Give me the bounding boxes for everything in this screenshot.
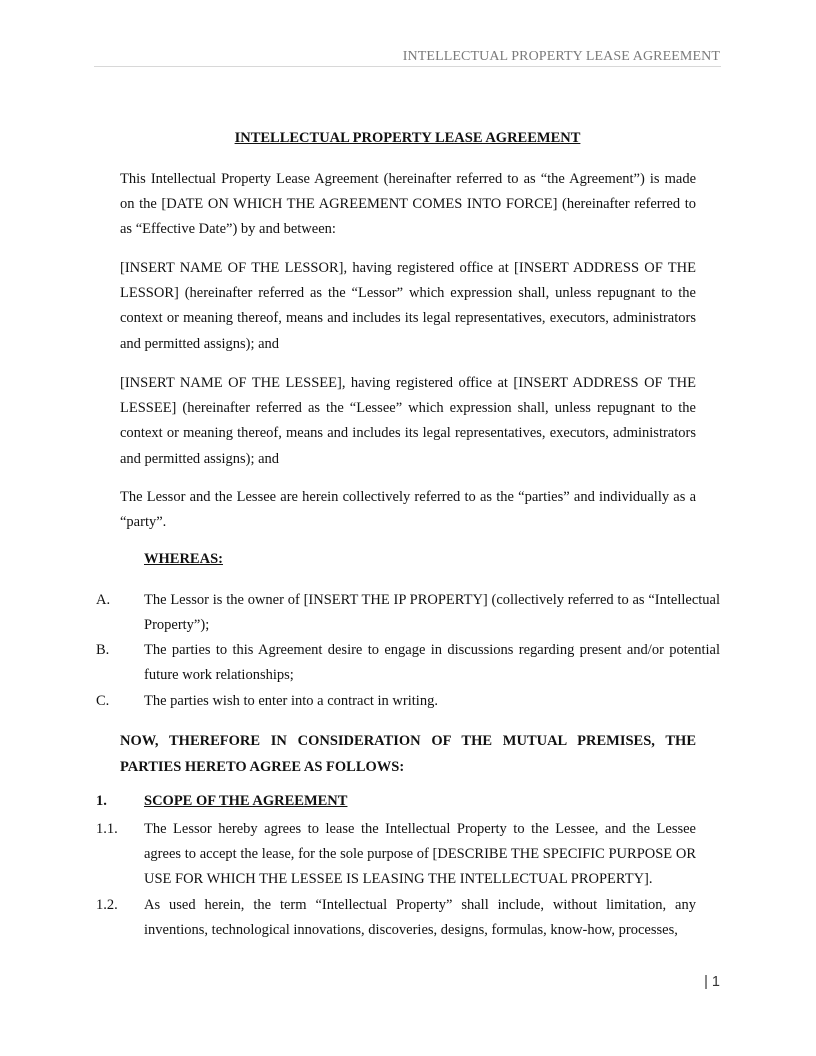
clause-text: As used herein, the term “Intellectual Property” shall include, without limitation, any inventions, technological innovations, discoveries, designs, formulas, know-how, processes, (144, 897, 696, 939)
lessor-party-paragraph: [INSERT NAME OF THE LESSOR], having registered office at [INSERT ADDRESS OF THE LESSOR] (hereinafter referred as the “Lessor” which expression shall, unless repugnant to the context or meaning thereof, means and includes its legal representatives, executors, administrators and permitted assigns); and (120, 260, 696, 352)
clause-label: 1.1. (96, 821, 118, 837)
recital-text: The Lessor is the owner of [INSERT THE IP PROPERTY] (collectively referred to as “Intellectual Property”); (144, 592, 720, 634)
page-number: | 1 (704, 974, 720, 990)
parties-collective-paragraph: The Lessor and the Lessee are herein collectively referred to as the “parties” and individually as a “party”. (120, 489, 696, 531)
section-title: SCOPE OF THE AGREEMENT (144, 793, 348, 809)
document-title: INTELLECTUAL PROPERTY LEASE AGREEMENT (234, 130, 581, 146)
running-header-title: INTELLECTUAL PROPERTY LEASE AGREEMENT (402, 49, 720, 64)
page-header (94, 48, 721, 67)
recital-label: A. (96, 592, 111, 608)
clause-text: The Lessor hereby agrees to lease the Intellectual Property to the Lessee, and the Lessee agrees to accept the lease, for the sole purpose of [DESCRIBE THE SPECIFIC PURPOSE OR USE FOR WHICH THE LESSEE IS LEASING THE INTELLECTUAL PROPERTY]. (144, 821, 696, 888)
recital-text: The parties to this Agreement desire to engage in discussions regarding present and/or potential future work relationships; (144, 642, 720, 684)
recital-label: C. (96, 693, 110, 709)
now-therefore-clause: NOW, THEREFORE IN CONSIDERATION OF THE MUTUAL PREMISES, THE PARTIES HERETO AGREE AS FOLLOWS: (120, 733, 696, 775)
whereas-heading: WHEREAS: (144, 551, 223, 567)
section-number: 1. (96, 793, 107, 809)
intro-paragraph: This Intellectual Property Lease Agreement (hereinafter referred to as “the Agreement”) is made on the [DATE ON WHICH THE AGREEMENT COMES INTO FORCE] (hereinafter referred to as “Effective Date”) by and between: (120, 171, 696, 238)
lessee-party-paragraph: [INSERT NAME OF THE LESSEE], having registered office at [INSERT ADDRESS OF THE LESSEE] (hereinafter referred as the “Lessee” which expression shall, unless repugnant to the context or meaning thereof, means and includes its legal representatives, executors, administrators and permitted assigns); and (120, 375, 696, 467)
recital-text: The parties wish to enter into a contract in writing. (144, 693, 438, 709)
clause-label: 1.2. (96, 897, 118, 913)
recital-label: B. (96, 642, 110, 658)
